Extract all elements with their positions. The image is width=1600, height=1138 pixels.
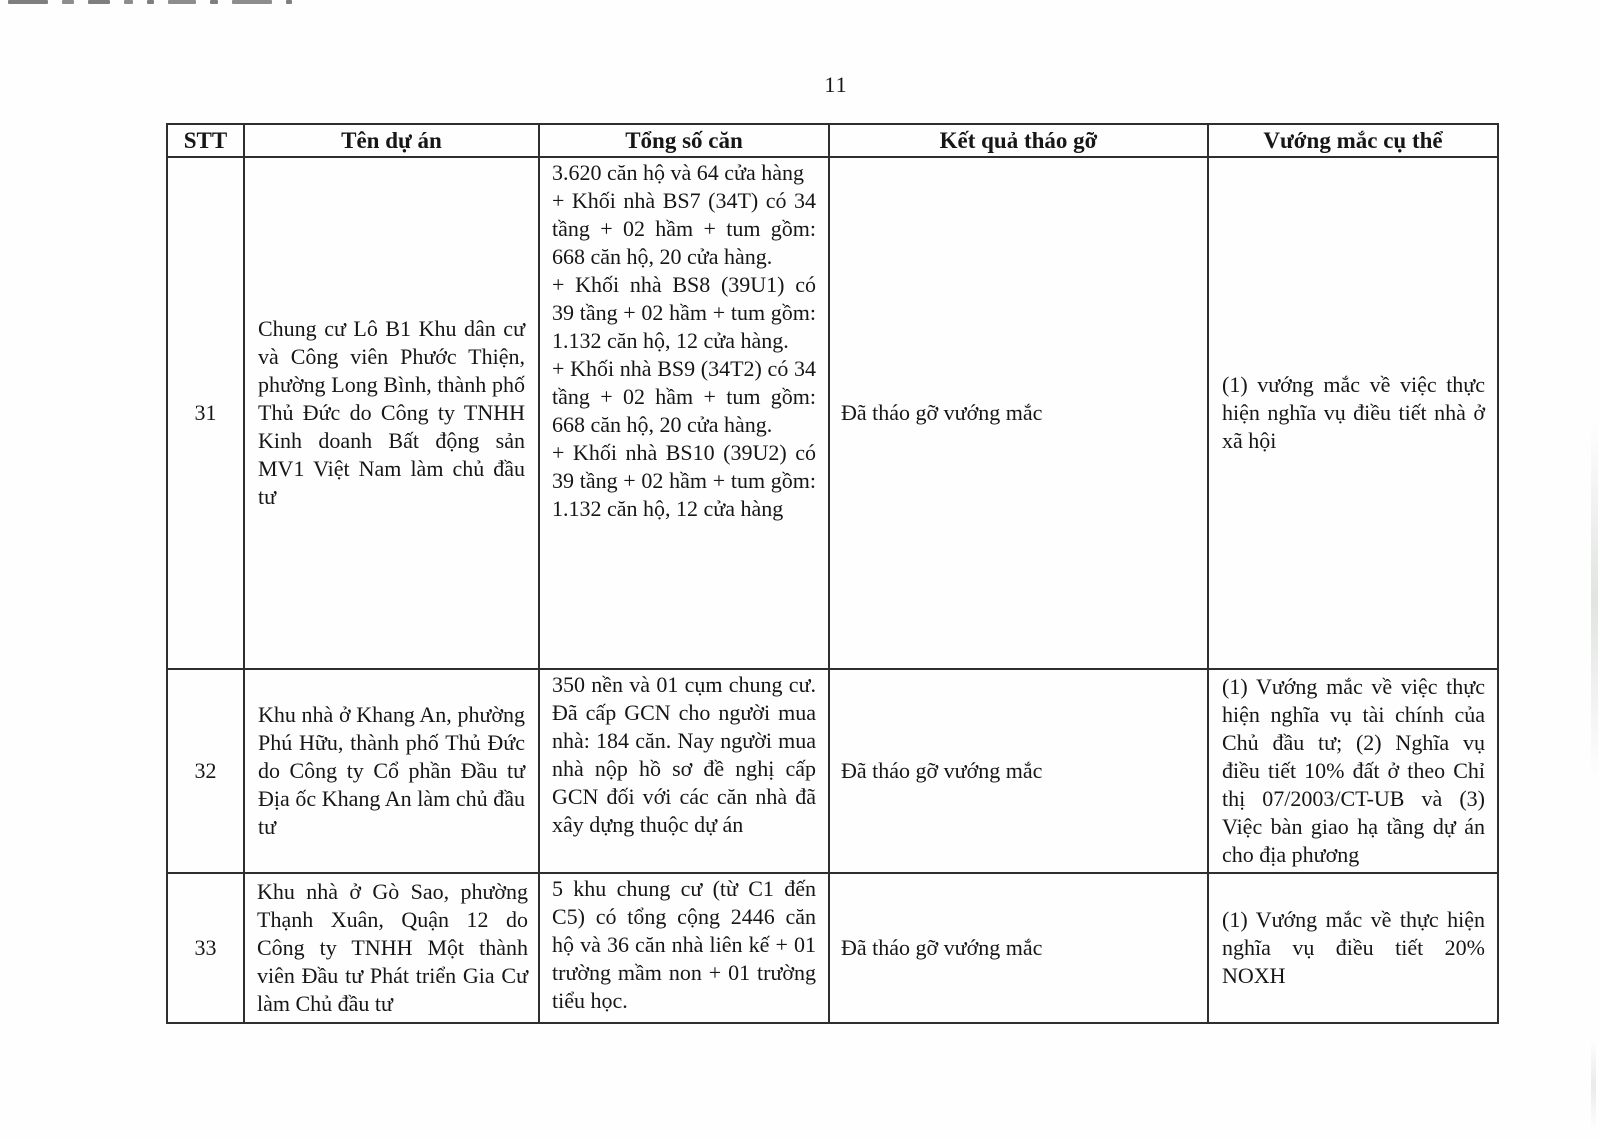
- cell-issue: (1) Vướng mắc về việc thực hiện nghĩa vụ tài chính của Chủ đầu tư; (2) Nghĩa vụ điều tiết 10% đất ở theo Chỉ thị 07/2003/CT-UB và (3) Việc bàn giao hạ tầng dự án cho địa phương: [1208, 669, 1498, 873]
- total-units-line: + Khối nhà BS8 (39U1) có 39 tầng + 02 hầm + tum gồm: 1.132 căn hộ, 12 cửa hàng.: [552, 272, 816, 353]
- cell-result: Đã tháo gỡ vướng mắc: [829, 873, 1208, 1023]
- cell-stt: 32: [167, 669, 244, 873]
- total-units-line: + Khối nhà BS9 (34T2) có 34 tầng + 02 hầm + tum gồm: 668 căn hộ, 20 cửa hàng.: [552, 356, 816, 437]
- projects-table: [166, 123, 1499, 1024]
- total-units-line: 3.620 căn hộ và 64 cửa hàng: [552, 160, 805, 185]
- page-number: 11: [824, 72, 848, 97]
- header-cell-project-name: Tên dự án: [244, 124, 539, 157]
- cell-stt: 31: [167, 157, 244, 669]
- scan-artifact-dashes: [8, 0, 306, 6]
- scan-artifact-right-edge-lower: [1591, 1040, 1596, 1130]
- total-units-line: + Khối nhà BS10 (39U2) có 39 tầng + 02 hầm + tum gồm: 1.132 căn hộ, 12 cửa hàng: [552, 440, 816, 521]
- table-row-32: [167, 669, 1498, 873]
- cell-result: Đã tháo gỡ vướng mắc: [829, 157, 1208, 669]
- cell-total-units: [539, 873, 829, 1023]
- cell-result: Đã tháo gỡ vướng mắc: [829, 669, 1208, 873]
- table-header-row: [167, 124, 1498, 157]
- header-cell-result: Kết quả tháo gỡ: [829, 124, 1208, 157]
- table-row-31: [167, 157, 1498, 669]
- cell-project-name: Khu nhà ở Khang An, phường Phú Hữu, thành phố Thủ Đức do Công ty Cổ phần Đầu tư Địa ốc Khang An làm chủ đầu tư: [244, 669, 539, 873]
- header-cell-issue: Vướng mắc cụ thể: [1208, 124, 1498, 157]
- total-units-line: + Khối nhà BS7 (34T) có 34 tầng + 02 hầm + tum gồm: 668 căn hộ, 20 cửa hàng.: [552, 188, 816, 269]
- cell-issue: (1) vướng mắc về việc thực hiện nghĩa vụ điều tiết nhà ở xã hội: [1208, 157, 1498, 669]
- cell-project-name: Chung cư Lô B1 Khu dân cư và Công viên Phước Thiện, phường Long Bình, thành phố Thủ Đức do Công ty TNHH Kinh doanh Bất động sản MV1 Việt Nam làm chủ đầu tư: [244, 157, 539, 669]
- header-cell-stt: STT: [167, 124, 244, 157]
- cell-total-units: [539, 157, 829, 669]
- cell-issue: (1) Vướng mắc về thực hiện nghĩa vụ điều tiết 20% NOXH: [1208, 873, 1498, 1023]
- total-units-line: 350 nền và 01 cụm chung cư. Đã cấp GCN cho người mua nhà: 184 căn. Nay người mua nhà nộp hồ sơ đề nghị cấp GCN đối với các căn nhà đã xây dựng thuộc dự án: [552, 672, 816, 837]
- scan-artifact-right-edge: [1591, 420, 1598, 780]
- cell-stt: 33: [167, 873, 244, 1023]
- cell-total-units: [539, 669, 829, 873]
- cell-project-name: Khu nhà ở Gò Sao, phường Thạnh Xuân, Quận 12 do Công ty TNHH Một thành viên Đầu tư Phát triển Gia Cư làm Chủ đầu tư: [244, 873, 539, 1023]
- header-cell-total-units: Tổng số căn: [539, 124, 829, 157]
- total-units-line: 5 khu chung cư (từ C1 đến C5) có tổng cộng 2446 căn hộ và 36 căn nhà liên kế + 01 trường mầm non + 01 trường tiểu học.: [552, 876, 816, 1013]
- table-row-33: [167, 873, 1498, 1023]
